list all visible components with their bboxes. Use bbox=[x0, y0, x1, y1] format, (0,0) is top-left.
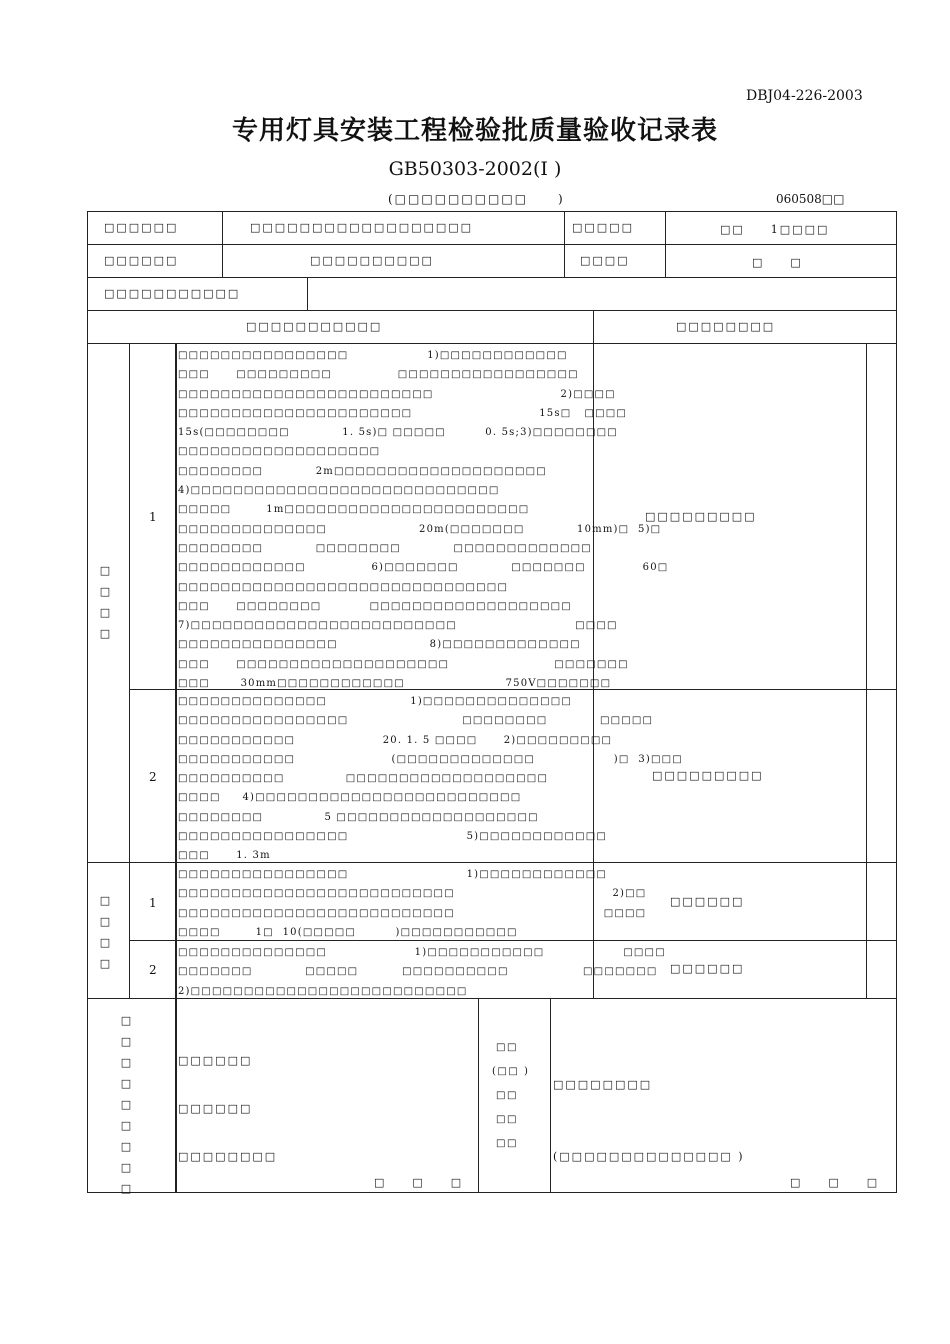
supervisor-label: □□ bbox=[496, 1138, 518, 1149]
requirement-line: □□□□□□□□□□ □□□□□□□□□□□□□□□□□□□ bbox=[178, 773, 549, 785]
col-divider bbox=[307, 277, 308, 310]
col-divider bbox=[866, 343, 867, 998]
supervisor-label: □□ bbox=[496, 1114, 518, 1125]
requirement-line: □□□□□□□□□□□□□□□□□□□□□□□□□□ 2)□□ bbox=[178, 888, 647, 900]
unit-label: □□□□□□ bbox=[104, 254, 179, 267]
requirement-line: □□□□□□□□ 5 □□□□□□□□□□□□□□□□□□□ bbox=[178, 811, 539, 823]
construction-standard-label: □□□□□□□□□□□ bbox=[104, 287, 241, 300]
batch-label: □□□□□ bbox=[572, 221, 634, 234]
subtitle-left: (□□□□□□□□□□ bbox=[388, 192, 529, 206]
col-divider bbox=[222, 211, 223, 277]
item-requirements bbox=[178, 346, 668, 693]
requirement-line: □□□□□□□□□□□□□□□□ 1)□□□□□□□□□□□□ bbox=[178, 350, 568, 361]
vertical-char: □ bbox=[99, 936, 111, 949]
requirement-line: 15s(□□□□□□□□ 1. 5s)□ □□□□□ 0. 5s;3)□□□□□□□□ bbox=[178, 427, 618, 439]
row-divider bbox=[87, 244, 897, 245]
requirement-line: □□□□□□□ □□□□□ □□□□□□□□□□ □□□□□□□ bbox=[178, 966, 658, 978]
item-requirements bbox=[178, 943, 666, 1001]
row-divider bbox=[87, 343, 897, 344]
requirement-line: □□□□□□□□□□□□□□□□□□□□□□ 15s□ □□□□ bbox=[178, 407, 628, 419]
requirement-line: □□□□ 4)□□□□□□□□□□□□□□□□□□□□□□□□□ bbox=[178, 792, 522, 804]
requirement-line: □□□□□□□□□□□ 20. 1. 5 □□□□ 2)□□□□□□□□□ bbox=[178, 734, 613, 746]
vertical-char: □ bbox=[99, 585, 111, 598]
requirement-line: □□□ 30mm□□□□□□□□□□□□ 750V□□□□□□□ bbox=[178, 678, 612, 690]
requirement-line: □□□□□□□□□□□ (□□□□□□□□□□□□□ )□ 3)□□□ bbox=[178, 753, 683, 765]
col-divider bbox=[550, 998, 551, 1193]
item-result: □□□□□□□□□ bbox=[652, 769, 764, 782]
vertical-char: □ bbox=[99, 915, 111, 928]
project-name-value: □□□□□□□□□□□□□□□□□□ bbox=[250, 221, 474, 234]
batch-value: □□ 1□□□□ bbox=[720, 223, 830, 236]
supervisor-label: □□ bbox=[496, 1090, 518, 1101]
spec-column-header: □□□□□□□□□□□ bbox=[246, 320, 383, 333]
supervisor-signature: □□□□□□□□ bbox=[553, 1078, 653, 1091]
signature-line: □□□□□□□□ bbox=[178, 1150, 278, 1163]
item-requirements bbox=[178, 692, 683, 866]
supervisor-label: (□□ ) bbox=[492, 1066, 530, 1077]
requirement-line: □□□ □□□□□□□□□ □□□□□□□□□□□□□□□□□ bbox=[178, 369, 579, 381]
requirement-line: 4)□□□□□□□□□□□□□□□□□□□□□□□□□□□□□ bbox=[178, 485, 500, 497]
vertical-char: □ bbox=[99, 894, 111, 907]
form-code: 060508□□ bbox=[776, 192, 845, 206]
requirement-line: □□□□□□□□□□□□□□□ 8)□□□□□□□□□□□□□ bbox=[178, 639, 581, 651]
project-name-label: □□□□□□ bbox=[104, 221, 179, 234]
vertical-char: □ bbox=[99, 627, 111, 640]
result-column-header: □□□□□□□□ bbox=[676, 320, 776, 333]
signature-line: □□□□□□ bbox=[178, 1102, 253, 1115]
item-result: □□□□□□ bbox=[670, 962, 745, 975]
item-number: 2 bbox=[149, 770, 157, 784]
requirement-line: □□□□□□□□ 2m□□□□□□□□□□□□□□□□□□□□ bbox=[178, 465, 547, 477]
requirement-line: □□□□□□□□□□□□□□□□ 1)□□□□□□□□□□□□ bbox=[178, 869, 608, 880]
vertical-char: □ bbox=[120, 1098, 132, 1111]
item-number: 2 bbox=[149, 963, 157, 977]
requirement-line: □□□□□ 1m□□□□□□□□□□□□□□□□□□□□□□□ bbox=[178, 504, 530, 516]
requirement-line: 2)□□□□□□□□□□□□□□□□□□□□□□□□□□ bbox=[178, 985, 468, 997]
vertical-char: □ bbox=[99, 606, 111, 619]
vertical-char: □ bbox=[120, 1161, 132, 1174]
requirement-line: □□□□□□□□□□□□□□□□ 5)□□□□□□□□□□□□ bbox=[178, 831, 608, 843]
col-divider bbox=[175, 343, 177, 1193]
requirement-line: □□□□□□□□□□□□□□ 20m(□□□□□□□ 10mm)□ 5)□ bbox=[178, 523, 662, 535]
vertical-char: □ bbox=[120, 1140, 132, 1153]
requirement-line: □□□□□□□□ □□□□□□□□ □□□□□□□□□□□□□ bbox=[178, 542, 592, 554]
signature-date: □ □ □ bbox=[790, 1176, 880, 1189]
item-result: □□□□□□□□□ bbox=[645, 510, 757, 523]
row-divider bbox=[87, 277, 897, 278]
supervisor-note: (□□□□□□□□□□□□□□ ) bbox=[553, 1150, 745, 1163]
vertical-char: □ bbox=[99, 564, 111, 577]
signature-line: □□□□□□ bbox=[178, 1054, 253, 1067]
requirement-line: □□□□□□□□□□□□□□□□□□□ bbox=[178, 446, 381, 458]
vertical-char: □ bbox=[120, 1077, 132, 1090]
requirement-line: □□□ □□□□□□□□□□□□□□□□□□□□ □□□□□□□ bbox=[178, 658, 629, 670]
document-code: DBJ04-226-2003 bbox=[746, 88, 863, 104]
requirement-line: 7)□□□□□□□□□□□□□□□□□□□□□□□□□ □□□□ bbox=[178, 620, 618, 632]
col-divider bbox=[478, 998, 479, 1193]
col-divider bbox=[665, 211, 666, 277]
item-number: 1 bbox=[149, 510, 157, 524]
main-control-label bbox=[98, 560, 112, 644]
item-requirements bbox=[178, 865, 646, 942]
unit-value: □□□□□□□□□□ bbox=[310, 254, 434, 267]
vertical-char: □ bbox=[120, 1014, 132, 1027]
requirement-line: □□□ 1. 3m bbox=[178, 850, 271, 862]
subtitle-right: ) bbox=[558, 192, 565, 206]
requirement-line: □□□□□□□□□□□□□□□□ □□□□□□□□ □□□□□ bbox=[178, 715, 654, 727]
manager-label: □□□□ bbox=[580, 254, 630, 267]
vertical-char: □ bbox=[99, 957, 111, 970]
vertical-char: □ bbox=[120, 1056, 132, 1069]
requirement-line: □□□□□□□□□□□□ 6)□□□□□□□ □□□□□□□ 60□ bbox=[178, 562, 669, 574]
vertical-char: □ bbox=[120, 1182, 132, 1195]
signature-date: □ □ □ bbox=[374, 1176, 464, 1189]
item-number: 1 bbox=[149, 896, 157, 910]
manager-value: □ □ bbox=[752, 256, 803, 269]
requirement-line: □□□ □□□□□□□□ □□□□□□□□□□□□□□□□□□□ bbox=[178, 600, 572, 612]
signature-section-label bbox=[119, 1010, 133, 1199]
requirement-line: □□□□ 1□ 10(□□□□□ )□□□□□□□□□□□ bbox=[178, 926, 518, 938]
general-items-label bbox=[98, 890, 112, 974]
supervisor-label: □□ bbox=[496, 1042, 518, 1053]
requirement-line: □□□□□□□□□□□□□□□□□□□□□□□□ 2)□□□□ bbox=[178, 388, 616, 400]
requirement-line: □□□□□□□□□□□□□□ 1)□□□□□□□□□□□□□□ bbox=[178, 696, 573, 707]
col-divider bbox=[564, 211, 565, 277]
item-result: □□□□□□ bbox=[670, 895, 745, 908]
col-divider bbox=[129, 343, 130, 998]
vertical-char: □ bbox=[120, 1035, 132, 1048]
row-divider bbox=[87, 310, 897, 311]
standard-code: GB50303-2002(Ⅰ ) bbox=[388, 158, 562, 180]
vertical-char: □ bbox=[120, 1119, 132, 1132]
requirement-line: □□□□□□□□□□□□□□ 1)□□□□□□□□□□□ □□□□ bbox=[178, 947, 666, 958]
requirement-line: □□□□□□□□□□□□□□□□□□□□□□□□□□ □□□□ bbox=[178, 907, 647, 919]
page-title: 专用灯具安装工程检验批质量验收记录表 bbox=[231, 116, 718, 146]
requirement-line: □□□□□□□□□□□□□□□□□□□□□□□□□□□□□□□ bbox=[178, 581, 509, 593]
